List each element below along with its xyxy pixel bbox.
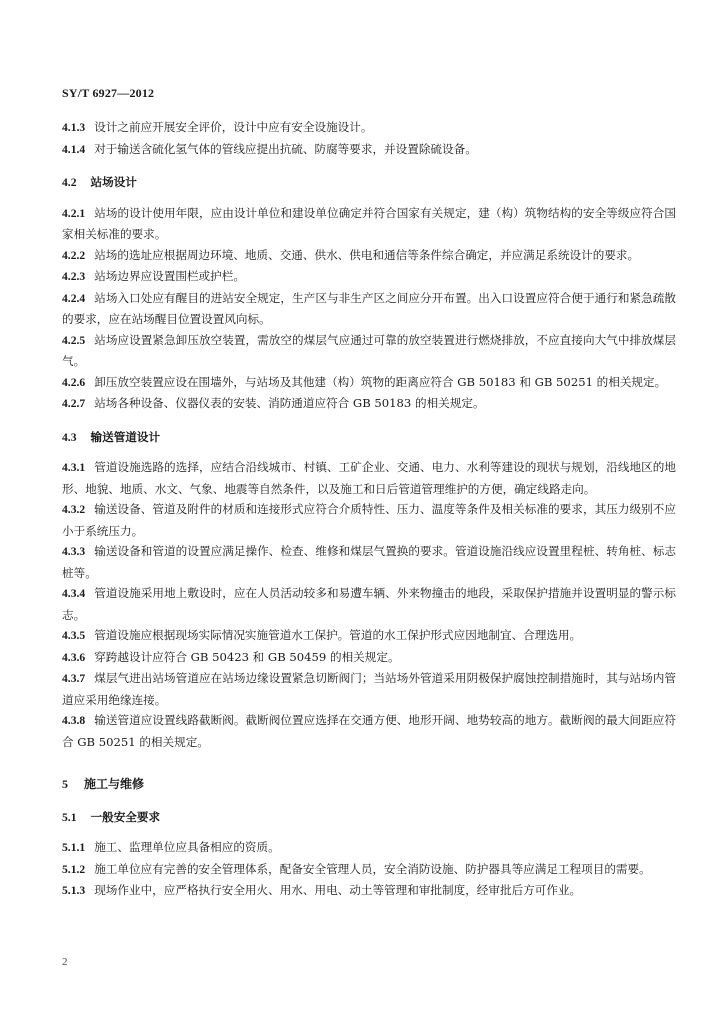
document-body <box>62 117 676 902</box>
clause-4-3-2 <box>62 499 676 541</box>
clause-text: 输送管道应设置线路截断阀。截断阀位置应选择在交通方便、地形开阔、地势较高的地方。截断阀的最大间距应符合 GB 50251 的相关规定。 <box>62 713 676 749</box>
clause-number: 5.1.3 <box>62 884 86 897</box>
clause-number: 4.1.4 <box>62 142 86 156</box>
clause-5-1-3 <box>62 880 676 902</box>
chapter-heading-5 <box>62 774 676 795</box>
clause-text: 煤层气进出站场管道应在站场边缘设置紧急切断阀门；当站场外管道采用阴极保护腐蚀控制措施时，其与站场内管道应采用绝缘连接。 <box>62 671 676 707</box>
clause-number: 4.2.4 <box>62 291 86 305</box>
clause-4-2-7 <box>62 393 676 415</box>
clause-4-2-2 <box>62 245 676 267</box>
clause-4-1-4 <box>62 139 676 161</box>
clause-number: 4.2.3 <box>62 270 86 283</box>
clause-4-2-6 <box>62 372 676 394</box>
clause-4-3-8 <box>62 710 676 752</box>
clause-text: 设计之前应开展安全评价，设计中应有安全设施设计。 <box>94 120 373 134</box>
clause-text: 站场各种设备、仪器仪表的安装、消防通道应符合 GB 50183 的相关规定。 <box>94 396 485 410</box>
clause-number: 4.3.3 <box>62 545 86 558</box>
clause-number: 5.1.1 <box>62 841 86 854</box>
standard-code-header: SY/T 6927—2012 <box>62 86 155 100</box>
clause-5-1-2 <box>62 859 676 881</box>
clause-text: 现场作业中，应严格执行安全用火、用水、用电、动土等管理和审批制度，经审批后方可作业。 <box>94 883 582 897</box>
clause-number: 4.2.1 <box>62 206 86 220</box>
clause-text: 站场设计 <box>90 175 137 189</box>
clause-4-3-7 <box>62 668 676 710</box>
clause-text: 站场的设计使用年限，应由设计单位和建设单位确定并符合国家有关规定，建（构）筑物结构的安全等级应符合国家相关标准的要求。 <box>62 205 676 241</box>
clause-number: 4.2.6 <box>62 375 86 389</box>
clause-4-3-3 <box>62 541 676 583</box>
clause-number: 4.2 <box>62 176 77 189</box>
clause-number: 4.3.7 <box>62 672 86 685</box>
clause-text: 输送设备、管道及附件的材质和连接形式应符合介质特性、压力、温度等条件及相关标准的要求，其压力级别不应小于系统压力。 <box>62 502 676 538</box>
clause-number: 4.3.4 <box>62 587 86 600</box>
page-number: 2 <box>62 956 68 968</box>
clause-4-2-3 <box>62 266 676 288</box>
clause-number: 4.3.2 <box>62 503 86 516</box>
clause-text: 站场入口处应有醒目的进站安全规定，生产区与非生产区之间应分开布置。出入口设置应符合便于通行和紧急疏散的要求，应在站场醒目位置设置风向标。 <box>62 290 676 326</box>
clause-text: 施工与维修 <box>84 777 145 791</box>
section-heading-4-2 <box>62 172 676 194</box>
clause-text: 施工单位应有完善的安全管理体系，配备安全管理人员，安全消防设施、防护器具等应满足工程项目的需要。 <box>94 861 651 876</box>
clause-number: 4.3.6 <box>62 650 86 664</box>
clause-text: 一般安全要求 <box>90 809 161 824</box>
clause-number: 4.3.1 <box>62 461 86 474</box>
clause-text: 卸压放空装置应设在围墙外，与站场及其他建（构）筑物的距离应符合 GB 50183 和 GB 50251 的相关规定。 <box>94 374 667 389</box>
clause-text: 管道设施选路的选择，应结合沿线城市、村镇、工矿企业、交通、电力、水利等建设的现状与规划，沿线地区的地形、地貌、地质、水文、气象、地震等自然条件，以及施工和日后管道管理维护的方便，确定线路走向。 <box>62 460 676 496</box>
clause-number: 4.1.3 <box>62 121 86 134</box>
clause-number: 4.3.5 <box>62 629 86 642</box>
clause-5-1-1 <box>62 837 676 859</box>
section-heading-4-3 <box>62 427 676 449</box>
clause-text: 管道设施采用地上敷设时，应在人员活动较多和易遭车辆、外来物撞击的地段，采取保护措施并设置明显的警示标志。 <box>62 586 676 622</box>
clause-text: 站场的选址应根据周边环境、地质、交通、供水、供电和通信等条件综合确定，并应满足系统设计的要求。 <box>94 247 640 262</box>
clause-text: 输送设备和管道的设置应满足操作、检查、维修和煤层气置换的要求。管道设施沿线应设置里程桩、转角桩、标志桩等。 <box>62 544 676 580</box>
clause-4-3-4 <box>62 583 676 625</box>
clause-number: 5.1.2 <box>62 862 86 876</box>
clause-4-3-6 <box>62 647 676 669</box>
clause-number: 4.3 <box>62 430 77 444</box>
clause-number: 5.1 <box>62 810 77 824</box>
clause-text: 站场应设置紧急卸压放空装置，需放空的煤层气应通过可靠的放空装置进行燃烧排放，不应直接向大气中排放煤层气。 <box>62 332 676 368</box>
clause-4-2-5 <box>62 330 676 372</box>
clause-4-3-1 <box>62 457 676 499</box>
clause-4-2-1 <box>62 203 676 245</box>
section-heading-5-1 <box>62 807 676 829</box>
clause-text: 穿跨越设计应符合 GB 50423 和 GB 50459 的相关规定。 <box>94 649 400 664</box>
clause-number: 4.3.8 <box>62 714 86 727</box>
clause-number: 4.2.2 <box>62 248 86 262</box>
clause-4-3-5 <box>62 625 676 647</box>
clause-number: 5 <box>62 777 68 791</box>
clause-number: 4.2.5 <box>62 333 86 347</box>
clause-text: 管道设施应根据现场实际情况实施管道水工保护。管道的水工保护形式应因地制宜、合理选用。 <box>94 628 582 642</box>
clause-4-2-4 <box>62 288 676 330</box>
clause-4-1-3 <box>62 117 676 139</box>
clause-number: 4.2.7 <box>62 397 86 410</box>
clause-text: 施工、监理单位应具备相应的资质。 <box>94 840 280 854</box>
clause-text: 输送管道设计 <box>90 429 161 444</box>
clause-text: 对于输送含硫化氢气体的管线应提出抗硫、防腐等要求，并设置除硫设备。 <box>94 141 477 156</box>
clause-text: 站场边界应设置围栏或护栏。 <box>94 269 245 283</box>
